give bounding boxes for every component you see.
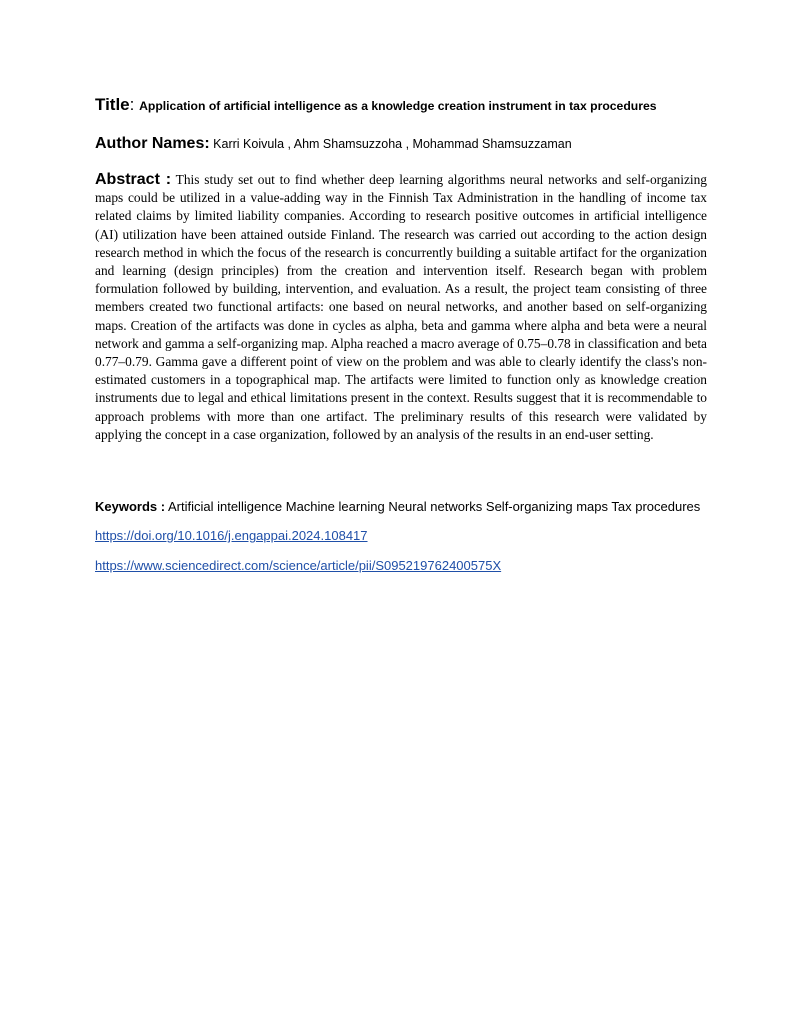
abstract-text: This study set out to find whether deep learning algorithms neural networks and self-organizing maps could be utilized in a value-adding way in the Finnish Tax Administration in the handling of income tax related claims by limited liability companies. According to research positive outcomes in artificial intelligence (AI) utilization have been attained outside Finland. The research was carried out according to the action design research method in which the focus of the research is concurrently building a suitable artifact for the organization and learning (design principles) from the creation and intervention itself. Research began with problem formulation followed by building, intervention, and evaluation. As a result, the project team consisting of three members created two functional artifacts: one based on neural networks, and another based on self-organizing maps. Creation of the artifacts was done in cycles as alpha, beta and gamma where alpha and beta were a neural network and gamma a self-organizing map. Alpha reached a macro average of 0.75–0.78 in classification and beta 0.77–0.79. Gamma gave a different point of view on the problem and was able to clearly identify the class's non-estimated customers in a topographical map. The artifacts were limited to function only as knowledge creation instruments due to legal and ethical limitations present in the context. Results suggest that it is recommendable to approach problems with more than one artifact. The preliminary results of this research were validated by applying the concept in a case organization, followed by an analysis of the results in an end-user setting. — [95, 172, 707, 442]
title-label: Title — [95, 95, 130, 114]
doi-link-line — [95, 527, 707, 545]
abstract-label: Abstract : — [95, 171, 172, 188]
keywords-paragraph — [95, 496, 707, 517]
abstract-paragraph — [95, 171, 707, 444]
authors-label: Author Names: — [95, 135, 210, 152]
authors-line — [95, 133, 707, 155]
sciencedirect-link[interactable]: https://www.sciencedirect.com/science/article/pii/S095219762400575X — [95, 558, 502, 574]
keywords-text: Artificial intelligence Machine learning Neural networks Self-organizing maps Tax procedures — [165, 499, 701, 515]
doi-link[interactable]: https://doi.org/10.1016/j.engappai.2024.108417 — [95, 528, 368, 544]
paper-title: Application of artificial intelligence as a knowledge creation instrument in tax procedures — [139, 99, 657, 113]
sciencedirect-link-line — [95, 557, 707, 575]
keywords-label: Keywords : — [95, 499, 166, 515]
author-names: Karri Koivula , Ahm Shamsuzzoha , Mohammad Shamsuzzaman — [209, 137, 572, 151]
title-colon: : — [129, 95, 140, 114]
title-line — [95, 94, 707, 117]
document-page — [95, 94, 707, 587]
